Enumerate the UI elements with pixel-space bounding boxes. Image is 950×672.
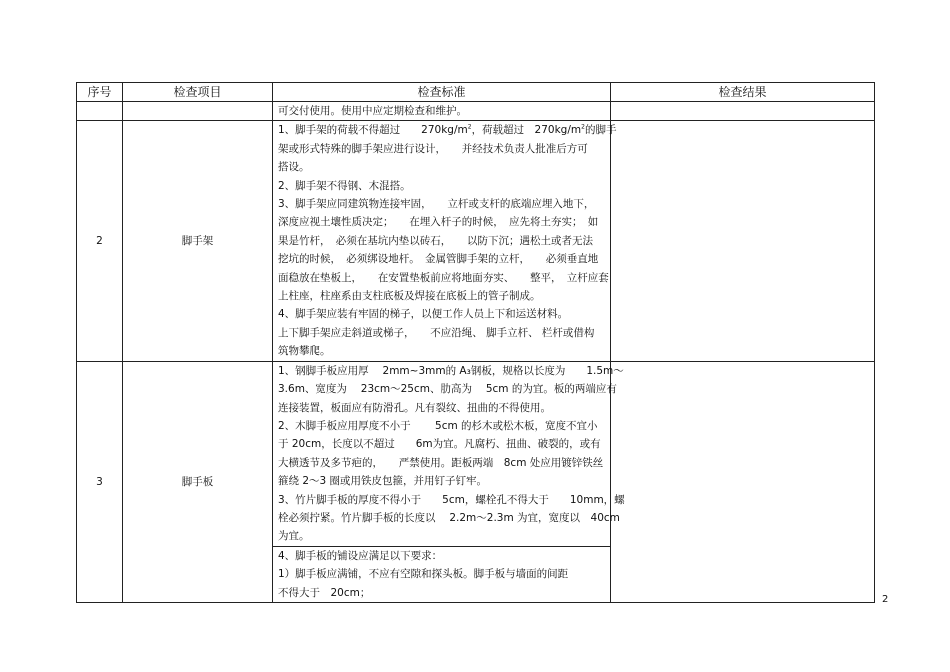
cell-no: 2	[77, 121, 123, 361]
table-row-scaffold	[77, 121, 875, 361]
cell-item: 脚手架	[123, 121, 273, 361]
header-no: 序号	[77, 83, 123, 102]
standard-line: 箍绕 2～3 圈或用铁皮包箍，并用钉子钉牢。	[278, 475, 488, 488]
standard-line: 栓必须拧紧。竹片脚手板的长度以 2.2m～2.3m 为宜，宽度以 40cm	[278, 511, 620, 524]
cell-standard	[273, 546, 611, 602]
header-standard: 检查标准	[273, 83, 611, 102]
standard-line: 搭设。	[278, 161, 310, 174]
standard-text: 的脚手	[584, 124, 617, 137]
cell-standard	[273, 102, 611, 121]
header-row	[77, 83, 875, 102]
standard-line: 1）脚手板应满铺，不应有空隙和探头板。脚手板与墙面的间距	[278, 568, 569, 581]
standard-line: 4、脚手架应装有牢固的梯子，以便工作人员上下和运送材料。	[278, 308, 569, 321]
cell-standard	[273, 361, 625, 546]
standard-line: 上柱座，柱座系由支柱底板及焊接在底板上的管子制成。	[278, 290, 541, 303]
standard-line: 大横透节及多节疤的， 严禁使用。距板两端 8cm 处应用镀锌铁丝	[278, 456, 604, 469]
cell-no	[77, 102, 123, 121]
standard-line: 4、脚手板的铺设应满足以下要求：	[278, 549, 443, 562]
standard-line: 3、脚手架应同建筑物连接牢固， 立杆或支杆的底端应埋入地下，	[278, 198, 595, 211]
cell-item	[123, 102, 273, 121]
standard-line: 筑物攀爬。	[278, 345, 331, 358]
header-item: 检查项目	[123, 83, 273, 102]
table-row-scaffold-board	[77, 361, 875, 546]
standard-text: ，荷载超过 270kg/m	[471, 124, 582, 137]
standard-line: 可交付使用。使用中应定期检查和维护。	[278, 105, 467, 117]
cell-item: 脚手板	[123, 361, 273, 602]
page-number: 2	[882, 594, 889, 605]
superscript: 2	[467, 123, 472, 131]
standard-line: 上下脚手架应走斜道或梯子， 不应沿绳、 脚手立杆、 栏杆或借构	[278, 326, 595, 339]
standard-line: 3、竹片脚手板的厚度不得小于 5cm，螺栓孔不得大于 10mm，螺	[278, 493, 625, 506]
standard-line	[278, 121, 617, 139]
cell-result	[611, 121, 875, 361]
standard-line: 不得大于 20cm；	[278, 586, 371, 599]
standard-line: 深度应视土壤性质决定； 在埋入杆子的时候， 应先将土夯实； 如	[278, 216, 599, 229]
standard-line: 于 20cm，长度以不超过 6m为宜。凡腐朽、扭曲、破裂的，或有	[278, 438, 601, 451]
table-row-continuation	[77, 102, 875, 121]
standard-line: 果是竹杆， 必须在基坑内垫以砖石， 以防下沉；遇松土或者无法	[278, 234, 593, 247]
cell-result	[611, 102, 875, 121]
standard-line: 2、脚手架不得钢、木混搭。	[278, 179, 411, 192]
inspection-table	[76, 82, 875, 603]
standard-line: 为宜。	[278, 530, 310, 543]
header-result: 检查结果	[611, 83, 875, 102]
cell-no: 3	[77, 361, 123, 602]
standard-line: 架或形式特殊的脚手架应进行设计， 并经技术负责人批准后方可	[278, 142, 588, 155]
superscript: 2	[581, 123, 585, 131]
standard-line: 2、木脚手板应用厚度不小于 5cm 的杉木或松木板，宽度不宜小	[278, 419, 598, 432]
standard-line: 面稳放在垫板上， 在安置垫板前应将地面夯实、 整平， 立杆应套	[278, 271, 609, 284]
standard-line: 挖坑的时候， 必须绑设地杆。 金属管脚手架的立杆， 必须垂直地	[278, 253, 599, 266]
standard-line: 3.6m、宽度为 23cm～25cm、肋高为 5cm 的为宜。板的两端应有	[278, 383, 617, 396]
cell-result	[611, 361, 875, 602]
standard-line: 连接装置，板面应有防滑孔。凡有裂纹、扭曲的不得使用。	[278, 401, 551, 414]
cell-standard	[273, 121, 617, 361]
standard-text: 1、脚手架的荷载不得超过 270kg/m	[278, 124, 468, 137]
standard-line: 1、钢脚手板应用厚 2mm~3mm的 A₃钢板，规格以长度为 1.5m～	[278, 364, 624, 377]
